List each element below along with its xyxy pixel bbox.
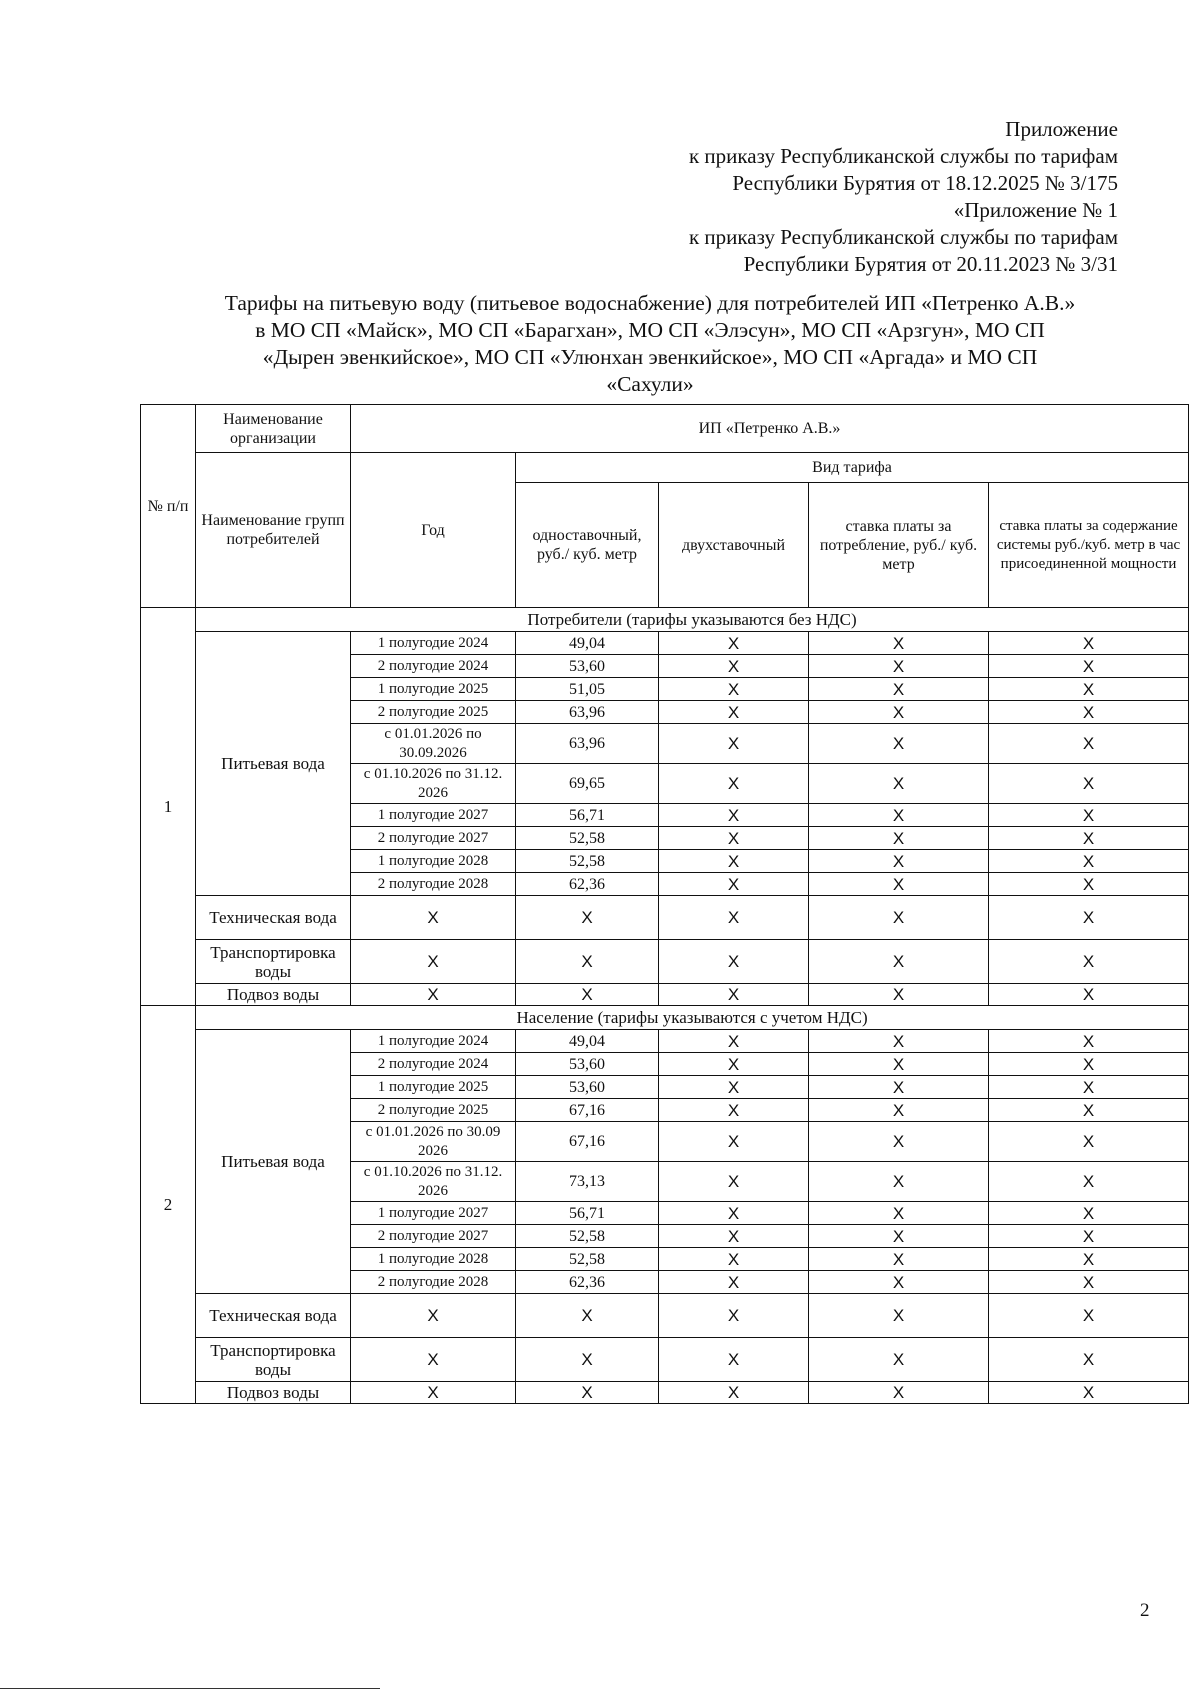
x-cell: X [809, 873, 989, 896]
x-cell: X [809, 764, 989, 804]
value-cell: 67,16 [516, 1122, 659, 1162]
x-cell: X [809, 1099, 989, 1122]
section-title-row [141, 608, 1189, 632]
x-cell: X [989, 764, 1189, 804]
x-cell: X [989, 1099, 1189, 1122]
x-cell: X [809, 984, 989, 1006]
value-cell: 52,58 [516, 827, 659, 850]
header-single-rate: одноставочный, руб./ куб. метр [516, 483, 659, 608]
value-cell: 53,60 [516, 655, 659, 678]
group-name: Подвоз воды [196, 984, 351, 1006]
x-cell: X [989, 827, 1189, 850]
period-cell: 2 полугодие 2024 [351, 655, 516, 678]
x-cell: X [659, 1271, 809, 1294]
x-cell: X [809, 1122, 989, 1162]
x-cell: X [809, 724, 989, 764]
table-row [141, 1382, 1189, 1404]
section-number: 2 [141, 1006, 196, 1404]
x-cell: X [809, 940, 989, 984]
value-cell: 73,13 [516, 1162, 659, 1202]
x-cell: X [989, 678, 1189, 701]
value-cell: 56,71 [516, 1202, 659, 1225]
x-cell: X [809, 701, 989, 724]
x-cell: X [989, 1382, 1189, 1404]
x-cell: X [989, 1030, 1189, 1053]
x-cell: X [659, 1053, 809, 1076]
x-cell: X [659, 1122, 809, 1162]
x-cell: X [809, 1030, 989, 1053]
x-cell: X [809, 1202, 989, 1225]
x-cell: X [516, 940, 659, 984]
x-cell: X [809, 632, 989, 655]
x-cell: X [351, 984, 516, 1006]
x-cell: X [351, 1294, 516, 1338]
section-title-row [141, 1006, 1189, 1030]
x-cell: X [809, 1271, 989, 1294]
period-cell: 2 полугодие 2028 [351, 873, 516, 896]
value-cell: 63,96 [516, 701, 659, 724]
period-cell: с 01.10.2026 по 31.12. 2026 [351, 764, 516, 804]
x-cell: X [516, 984, 659, 1006]
table-row [141, 1338, 1189, 1382]
x-cell: X [809, 1294, 989, 1338]
title-line: «Сахули» [606, 372, 694, 396]
value-cell: 62,36 [516, 873, 659, 896]
value-cell: 53,60 [516, 1053, 659, 1076]
x-cell: X [659, 655, 809, 678]
section-number: 1 [141, 608, 196, 1006]
table-row [141, 896, 1189, 940]
group-name: Транспортировка воды [196, 1338, 351, 1382]
section-title: Потребители (тарифы указываются без НДС) [196, 608, 1189, 632]
footer-line [0, 1688, 380, 1689]
x-cell: X [659, 724, 809, 764]
x-cell: X [989, 1162, 1189, 1202]
x-cell: X [989, 1248, 1189, 1271]
section-title: Население (тарифы указываются с учетом НДС) [196, 1006, 1189, 1030]
x-cell: X [989, 701, 1189, 724]
period-cell: с 01.01.2026 по 30.09.2026 [351, 724, 516, 764]
group-name: Питьевая вода [196, 632, 351, 896]
value-cell: 49,04 [516, 632, 659, 655]
x-cell: X [659, 701, 809, 724]
appendix-header [689, 116, 1118, 278]
x-cell: X [809, 850, 989, 873]
x-cell: X [989, 724, 1189, 764]
x-cell: X [659, 1030, 809, 1053]
period-cell: 1 полугодие 2025 [351, 678, 516, 701]
value-cell: 52,58 [516, 1248, 659, 1271]
period-cell: 1 полугодие 2027 [351, 804, 516, 827]
value-cell: 52,58 [516, 1225, 659, 1248]
x-cell: X [659, 1248, 809, 1271]
x-cell: X [659, 1099, 809, 1122]
x-cell: X [351, 1338, 516, 1382]
value-cell: 63,96 [516, 724, 659, 764]
value-cell: 67,16 [516, 1099, 659, 1122]
header-org-label: Наименование организации [196, 405, 351, 453]
x-cell: X [989, 1271, 1189, 1294]
page-number: 2 [1140, 1600, 1150, 1621]
x-cell: X [989, 1202, 1189, 1225]
x-cell: X [989, 655, 1189, 678]
table-row [141, 984, 1189, 1006]
group-name: Техническая вода [196, 896, 351, 940]
x-cell: X [516, 1338, 659, 1382]
period-cell: с 01.01.2026 по 30.09 2026 [351, 1122, 516, 1162]
header-line: к приказу Республиканской службы по тарифам [688, 225, 1118, 249]
x-cell: X [659, 1225, 809, 1248]
x-cell: X [659, 1162, 809, 1202]
header-consumption-rate: ставка платы за потребление, руб./ куб. метр [809, 483, 989, 608]
x-cell: X [809, 1053, 989, 1076]
x-cell: X [989, 632, 1189, 655]
header-group: Наименование групп потребителей [196, 453, 351, 608]
period-cell: с 01.10.2026 по 31.12. 2026 [351, 1162, 516, 1202]
header-line: к приказу Республиканской службы по тарифам [688, 144, 1118, 168]
header-line: Республики Бурятия от 18.12.2025 № 3/175 [732, 171, 1118, 195]
period-cell: 1 полугодие 2024 [351, 1030, 516, 1053]
header-line: Приложение [1005, 117, 1118, 141]
table-row [141, 632, 1189, 655]
period-cell: 2 полугодие 2027 [351, 1225, 516, 1248]
x-cell: X [659, 1294, 809, 1338]
x-cell: X [989, 1225, 1189, 1248]
title-line: «Дырен эвенкийское», МО СП «Улюнхан эвенкийское», МО СП «Аргада» и МО СП [262, 345, 1038, 369]
x-cell: X [659, 1382, 809, 1404]
x-cell: X [516, 1382, 659, 1404]
x-cell: X [989, 896, 1189, 940]
x-cell: X [809, 1248, 989, 1271]
x-cell: X [989, 940, 1189, 984]
period-cell: 2 полугодие 2025 [351, 701, 516, 724]
x-cell: X [659, 940, 809, 984]
x-cell: X [659, 678, 809, 701]
x-cell: X [809, 804, 989, 827]
header-year: Год [351, 453, 516, 608]
header-line: Республики Бурятия от 20.11.2023 № 3/31 [743, 252, 1118, 276]
x-cell: X [351, 940, 516, 984]
value-cell: 62,36 [516, 1271, 659, 1294]
x-cell: X [809, 896, 989, 940]
x-cell: X [989, 850, 1189, 873]
header-line: «Приложение № 1 [953, 198, 1118, 222]
period-cell: 1 полугодие 2025 [351, 1076, 516, 1099]
x-cell: X [989, 1294, 1189, 1338]
x-cell: X [351, 1382, 516, 1404]
period-cell: 1 полугодие 2028 [351, 1248, 516, 1271]
x-cell: X [516, 896, 659, 940]
period-cell: 2 полугодие 2024 [351, 1053, 516, 1076]
table-row [141, 1030, 1189, 1053]
title-line: Тарифы на питьевую воду (питьевое водоснабжение) для потребителей ИП «Петренко А.В.» [224, 291, 1076, 315]
period-cell: 1 полугодие 2028 [351, 850, 516, 873]
x-cell: X [989, 1076, 1189, 1099]
x-cell: X [989, 1338, 1189, 1382]
period-cell: 2 полугодие 2025 [351, 1099, 516, 1122]
value-cell: 51,05 [516, 678, 659, 701]
x-cell: X [659, 850, 809, 873]
x-cell: X [989, 984, 1189, 1006]
title-line: в МО СП «Майск», МО СП «Барагхан», МО СП «Элэсун», МО СП «Арзгун», МО СП [255, 318, 1045, 342]
x-cell: X [659, 896, 809, 940]
header-num: № п/п [141, 405, 196, 608]
x-cell: X [809, 1338, 989, 1382]
value-cell: 52,58 [516, 850, 659, 873]
x-cell: X [989, 804, 1189, 827]
value-cell: 53,60 [516, 1076, 659, 1099]
x-cell: X [659, 1202, 809, 1225]
period-cell: 1 полугодие 2027 [351, 1202, 516, 1225]
table-row [141, 1294, 1189, 1338]
x-cell: X [809, 1076, 989, 1099]
x-cell: X [659, 1076, 809, 1099]
x-cell: X [809, 655, 989, 678]
group-name: Транспортировка воды [196, 940, 351, 984]
value-cell: 69,65 [516, 764, 659, 804]
x-cell: X [659, 827, 809, 850]
group-name: Техническая вода [196, 1294, 351, 1338]
x-cell: X [659, 764, 809, 804]
x-cell: X [809, 678, 989, 701]
x-cell: X [659, 1338, 809, 1382]
x-cell: X [659, 873, 809, 896]
group-name: Питьевая вода [196, 1030, 351, 1294]
x-cell: X [351, 896, 516, 940]
x-cell: X [809, 827, 989, 850]
x-cell: X [989, 1053, 1189, 1076]
tariff-table [140, 404, 1189, 1404]
x-cell: X [516, 1294, 659, 1338]
header-double-rate: двухставочный [659, 483, 809, 608]
x-cell: X [659, 804, 809, 827]
table-row [141, 940, 1189, 984]
x-cell: X [809, 1382, 989, 1404]
document-title [150, 290, 1150, 398]
header-capacity-rate: ставка платы за содержание системы руб./куб. метр в час присоединенной мощности [989, 483, 1189, 608]
x-cell: X [809, 1162, 989, 1202]
group-name: Подвоз воды [196, 1382, 351, 1404]
x-cell: X [659, 984, 809, 1006]
value-cell: 49,04 [516, 1030, 659, 1053]
header-org-name: ИП «Петренко А.В.» [351, 405, 1189, 453]
period-cell: 2 полугодие 2027 [351, 827, 516, 850]
x-cell: X [809, 1225, 989, 1248]
header-tariff-type: Вид тарифа [516, 453, 1189, 483]
period-cell: 2 полугодие 2028 [351, 1271, 516, 1294]
x-cell: X [989, 873, 1189, 896]
x-cell: X [989, 1122, 1189, 1162]
period-cell: 1 полугодие 2024 [351, 632, 516, 655]
value-cell: 56,71 [516, 804, 659, 827]
x-cell: X [659, 632, 809, 655]
